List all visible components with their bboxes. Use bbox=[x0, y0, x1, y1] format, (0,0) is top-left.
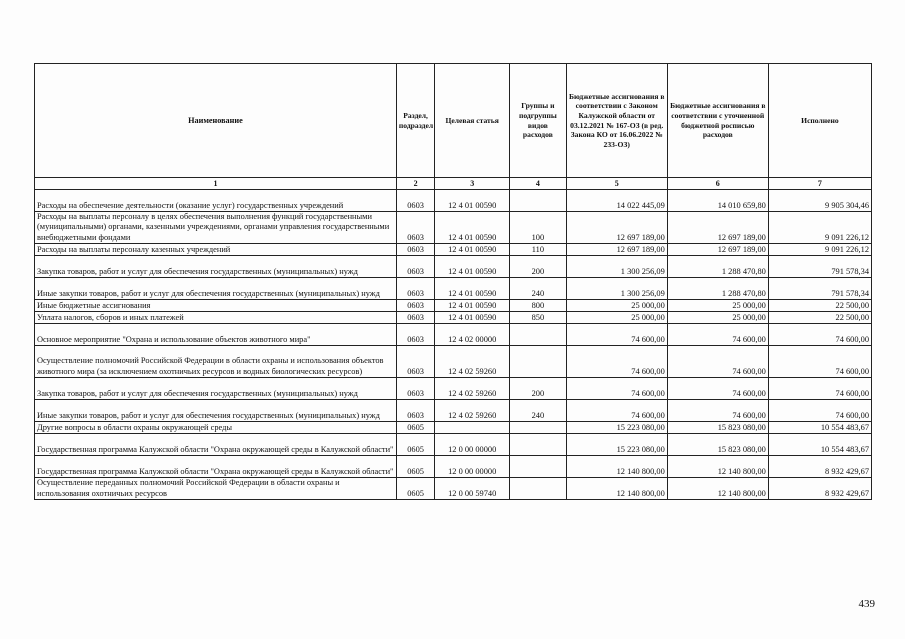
row-law-amount: 74 600,00 bbox=[566, 324, 667, 346]
column-number-row bbox=[35, 178, 872, 190]
row-target: 12 4 01 00590 bbox=[435, 256, 510, 278]
row-section: 0603 bbox=[396, 346, 434, 378]
row-section: 0605 bbox=[396, 422, 434, 434]
row-law-amount: 12 697 189,00 bbox=[566, 212, 667, 244]
row-refined-amount: 12 697 189,00 bbox=[667, 244, 768, 256]
row-group: 240 bbox=[510, 400, 567, 422]
row-refined-amount: 15 823 080,00 bbox=[667, 434, 768, 456]
row-law-amount: 1 300 256,09 bbox=[566, 256, 667, 278]
column-number: 1 bbox=[35, 178, 397, 190]
header-name: Наименование bbox=[35, 64, 397, 178]
row-executed-amount: 74 600,00 bbox=[768, 346, 871, 378]
row-group: 110 bbox=[510, 244, 567, 256]
row-target: 12 4 02 59260 bbox=[435, 378, 510, 400]
row-section: 0603 bbox=[396, 300, 434, 312]
row-section: 0603 bbox=[396, 324, 434, 346]
row-name: Другие вопросы в области охраны окружающей среды bbox=[35, 422, 397, 434]
row-refined-amount: 25 000,00 bbox=[667, 312, 768, 324]
table-row bbox=[35, 244, 872, 256]
row-name: Закупка товаров, работ и услуг для обеспечения государственных (муниципальных) нужд bbox=[35, 378, 397, 400]
header-section: Раздел, подраздел bbox=[396, 64, 434, 178]
row-group: 200 bbox=[510, 256, 567, 278]
row-executed-amount: 74 600,00 bbox=[768, 378, 871, 400]
row-section: 0603 bbox=[396, 190, 434, 212]
page-number: 439 bbox=[858, 598, 875, 610]
row-executed-amount: 8 932 429,67 bbox=[768, 478, 871, 500]
row-executed-amount: 791 578,34 bbox=[768, 256, 871, 278]
row-group bbox=[510, 422, 567, 434]
row-refined-amount: 1 288 470,80 bbox=[667, 256, 768, 278]
row-law-amount: 25 000,00 bbox=[566, 300, 667, 312]
table-row bbox=[35, 422, 872, 434]
row-law-amount: 74 600,00 bbox=[566, 400, 667, 422]
row-name: Расходы на обеспечение деятельности (оказание услуг) государственных учреждений bbox=[35, 190, 397, 212]
column-number: 7 bbox=[768, 178, 871, 190]
table-row bbox=[35, 324, 872, 346]
row-target: 12 4 01 00590 bbox=[435, 212, 510, 244]
row-target: 12 4 02 59260 bbox=[435, 400, 510, 422]
row-name: Государственная программа Калужской области "Охрана окружающей среды в Калужской области" bbox=[35, 434, 397, 456]
row-section: 0603 bbox=[396, 244, 434, 256]
row-group: 200 bbox=[510, 378, 567, 400]
table-row bbox=[35, 300, 872, 312]
row-name: Иные закупки товаров, работ и услуг для обеспечения государственных (муниципальных) нужд bbox=[35, 400, 397, 422]
row-refined-amount: 25 000,00 bbox=[667, 300, 768, 312]
row-refined-amount: 12 697 189,00 bbox=[667, 212, 768, 244]
table-row bbox=[35, 312, 872, 324]
row-executed-amount: 10 554 483,67 bbox=[768, 422, 871, 434]
row-name: Иные закупки товаров, работ и услуг для обеспечения государственных (муниципальных) нужд bbox=[35, 278, 397, 300]
row-group: 100 bbox=[510, 212, 567, 244]
row-group bbox=[510, 434, 567, 456]
row-law-amount: 12 140 800,00 bbox=[566, 456, 667, 478]
row-law-amount: 74 600,00 bbox=[566, 346, 667, 378]
row-name: Иные бюджетные ассигнования bbox=[35, 300, 397, 312]
row-law-amount: 74 600,00 bbox=[566, 378, 667, 400]
column-number: 6 bbox=[667, 178, 768, 190]
table-row bbox=[35, 378, 872, 400]
row-law-amount: 15 223 080,00 bbox=[566, 434, 667, 456]
row-law-amount: 25 000,00 bbox=[566, 312, 667, 324]
table-row bbox=[35, 400, 872, 422]
row-target: 12 0 00 00000 bbox=[435, 434, 510, 456]
row-target: 12 0 00 59740 bbox=[435, 478, 510, 500]
row-refined-amount: 12 140 800,00 bbox=[667, 478, 768, 500]
table-row bbox=[35, 278, 872, 300]
row-group: 800 bbox=[510, 300, 567, 312]
row-name: Осуществление полномочий Российской Федерации в области охраны и использования объектов животного мира (за исключением охотничьих ресурсов и водных биологических ресурсов) bbox=[35, 346, 397, 378]
row-section: 0603 bbox=[396, 256, 434, 278]
row-law-amount: 1 300 256,09 bbox=[566, 278, 667, 300]
row-section: 0605 bbox=[396, 434, 434, 456]
table-row bbox=[35, 478, 872, 500]
row-section: 0603 bbox=[396, 378, 434, 400]
row-name: Уплата налогов, сборов и иных платежей bbox=[35, 312, 397, 324]
row-law-amount: 15 223 080,00 bbox=[566, 422, 667, 434]
budget-table bbox=[34, 63, 872, 500]
row-target: 12 4 01 00590 bbox=[435, 190, 510, 212]
row-refined-amount: 14 010 659,80 bbox=[667, 190, 768, 212]
row-executed-amount: 74 600,00 bbox=[768, 324, 871, 346]
column-number: 5 bbox=[566, 178, 667, 190]
column-number: 3 bbox=[435, 178, 510, 190]
header-executed: Исполнено bbox=[768, 64, 871, 178]
header-row bbox=[35, 64, 872, 178]
row-group bbox=[510, 456, 567, 478]
row-section: 0603 bbox=[396, 400, 434, 422]
row-target: 12 4 02 00000 bbox=[435, 324, 510, 346]
row-group: 850 bbox=[510, 312, 567, 324]
row-target: 12 4 01 00590 bbox=[435, 244, 510, 256]
row-section: 0605 bbox=[396, 456, 434, 478]
row-executed-amount: 791 578,34 bbox=[768, 278, 871, 300]
row-executed-amount: 9 091 226,12 bbox=[768, 212, 871, 244]
row-executed-amount: 10 554 483,67 bbox=[768, 434, 871, 456]
header-law-allocations: Бюджетные ассигнования в соответствии с Законом Калужской области от 03.12.2021 № 167-ОЗ (в ред. Закона КО от 16.06.2022 № 233-ОЗ) bbox=[566, 64, 667, 178]
row-refined-amount: 74 600,00 bbox=[667, 400, 768, 422]
row-group bbox=[510, 346, 567, 378]
row-refined-amount: 1 288 470,80 bbox=[667, 278, 768, 300]
row-target: 12 4 01 00590 bbox=[435, 278, 510, 300]
row-target: 12 4 01 00590 bbox=[435, 312, 510, 324]
column-number: 2 bbox=[396, 178, 434, 190]
table-row bbox=[35, 256, 872, 278]
row-section: 0603 bbox=[396, 312, 434, 324]
row-executed-amount: 74 600,00 bbox=[768, 400, 871, 422]
row-name: Расходы на выплаты персоналу казенных учреждений bbox=[35, 244, 397, 256]
row-executed-amount: 9 091 226,12 bbox=[768, 244, 871, 256]
row-refined-amount: 15 823 080,00 bbox=[667, 422, 768, 434]
row-executed-amount: 22 500,00 bbox=[768, 300, 871, 312]
row-target bbox=[435, 422, 510, 434]
row-name: Расходы на выплаты персоналу в целях обеспечения выполнения функций государственными (муниципальными) органами, казенными учреждениями, органами управления государственными внебюджетными фондами bbox=[35, 212, 397, 244]
row-refined-amount: 74 600,00 bbox=[667, 324, 768, 346]
table-row bbox=[35, 346, 872, 378]
row-group bbox=[510, 478, 567, 500]
header-target: Целевая статья bbox=[435, 64, 510, 178]
table-row bbox=[35, 434, 872, 456]
row-target: 12 4 01 00590 bbox=[435, 300, 510, 312]
row-name: Закупка товаров, работ и услуг для обеспечения государственных (муниципальных) нужд bbox=[35, 256, 397, 278]
row-section: 0603 bbox=[396, 212, 434, 244]
row-section: 0603 bbox=[396, 278, 434, 300]
row-group bbox=[510, 324, 567, 346]
table-row bbox=[35, 190, 872, 212]
row-law-amount: 12 140 800,00 bbox=[566, 478, 667, 500]
header-refined-allocations: Бюджетные ассигнования в соответствии с уточненной бюджетной росписью расходов bbox=[667, 64, 768, 178]
row-target: 12 0 00 00000 bbox=[435, 456, 510, 478]
row-refined-amount: 74 600,00 bbox=[667, 346, 768, 378]
row-refined-amount: 12 140 800,00 bbox=[667, 456, 768, 478]
row-group: 240 bbox=[510, 278, 567, 300]
table-row bbox=[35, 212, 872, 244]
row-law-amount: 14 022 445,09 bbox=[566, 190, 667, 212]
row-executed-amount: 22 500,00 bbox=[768, 312, 871, 324]
row-name: Основное мероприятие "Охрана и использование объектов животного мира" bbox=[35, 324, 397, 346]
row-refined-amount: 74 600,00 bbox=[667, 378, 768, 400]
row-executed-amount: 8 932 429,67 bbox=[768, 456, 871, 478]
header-groups: Группы и подгруппы видов расходов bbox=[510, 64, 567, 178]
row-name: Государственная программа Калужской области "Охрана окружающей среды в Калужской области" bbox=[35, 456, 397, 478]
row-name: Осуществление переданных полномочий Российской Федерации в области охраны и использования охотничьих ресурсов bbox=[35, 478, 397, 500]
row-law-amount: 12 697 189,00 bbox=[566, 244, 667, 256]
row-section: 0605 bbox=[396, 478, 434, 500]
row-executed-amount: 9 905 304,46 bbox=[768, 190, 871, 212]
table-row bbox=[35, 456, 872, 478]
column-number: 4 bbox=[510, 178, 567, 190]
row-group bbox=[510, 190, 567, 212]
row-target: 12 4 02 59260 bbox=[435, 346, 510, 378]
